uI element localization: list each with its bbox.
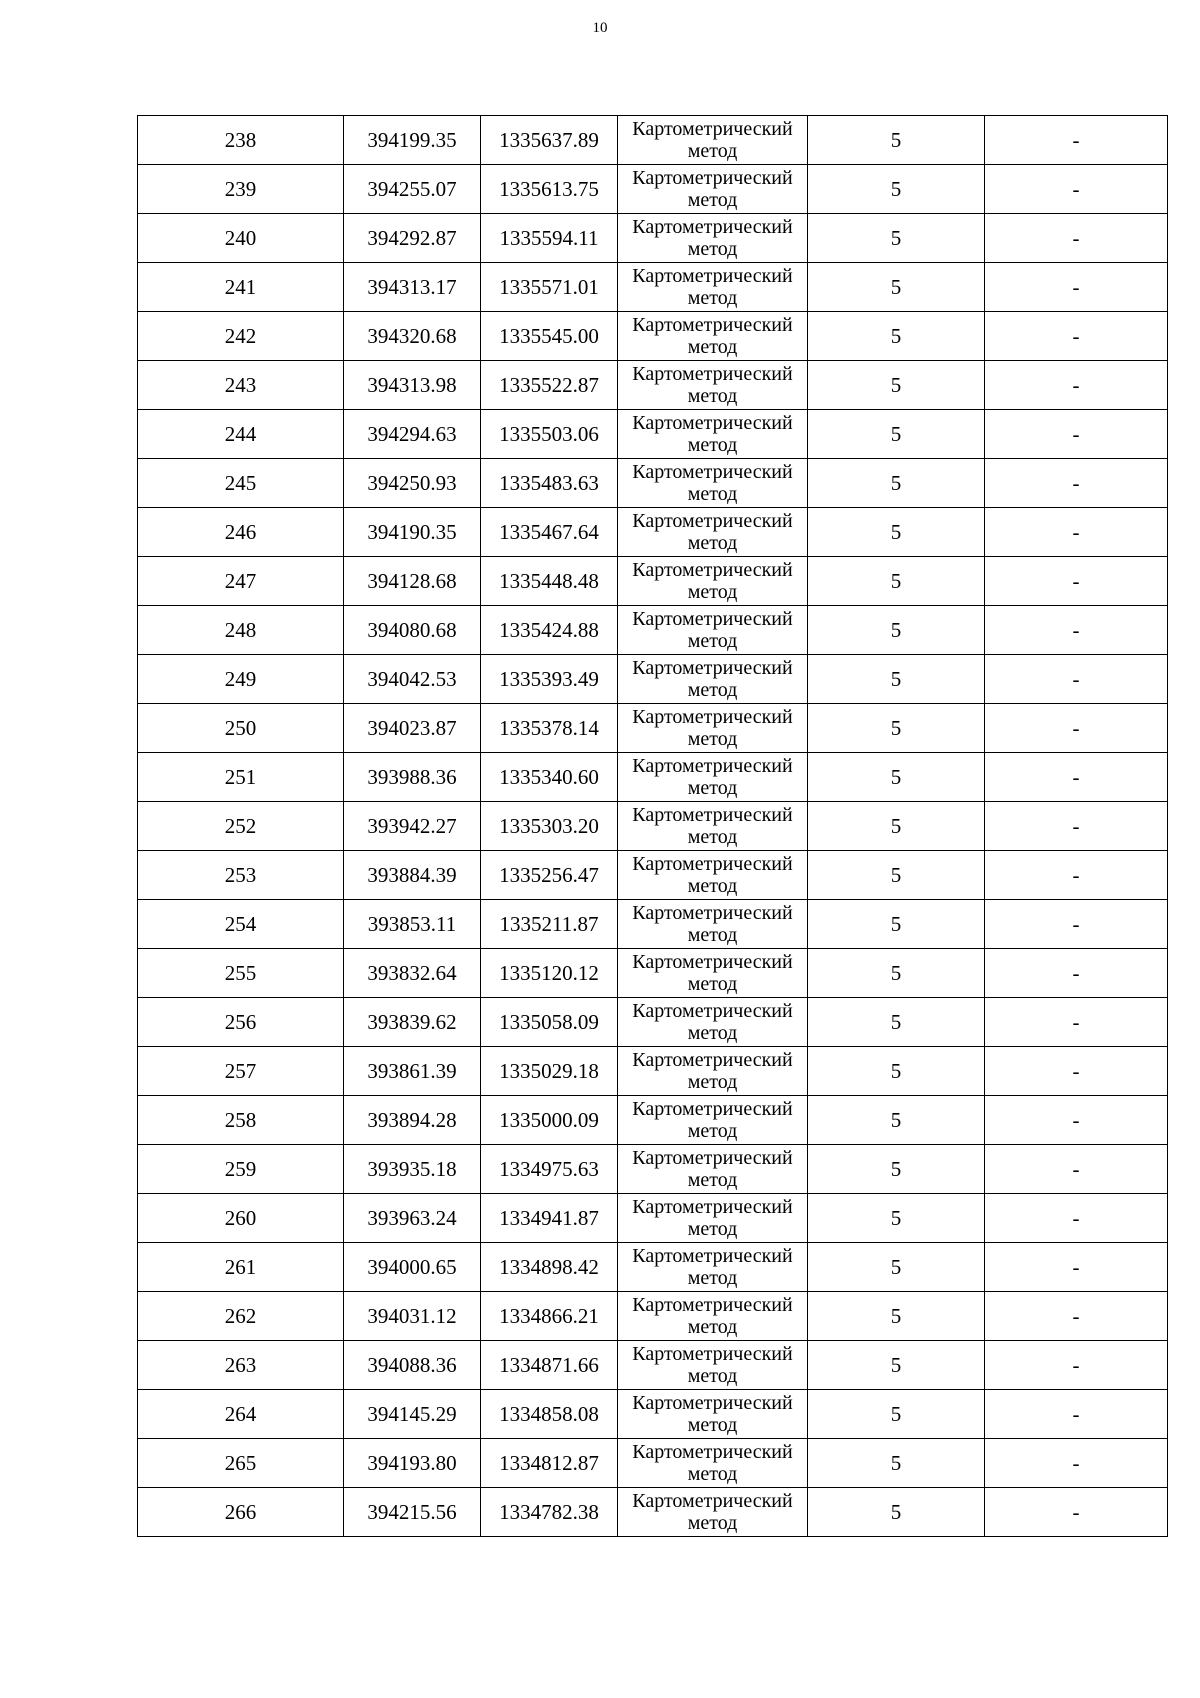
table-row [138,1243,1168,1292]
table-row [138,704,1168,753]
y-coordinate-cell: 1335303.20 [481,802,618,851]
point-number-cell: 262 [138,1292,344,1341]
coordinates-table [137,115,1168,1537]
y-coordinate-cell: 1335120.12 [481,949,618,998]
table-row [138,1194,1168,1243]
point-number-cell: 260 [138,1194,344,1243]
x-coordinate-cell: 394193.80 [344,1439,481,1488]
table-row [138,802,1168,851]
x-coordinate-cell: 393894.28 [344,1096,481,1145]
x-coordinate-cell: 394250.93 [344,459,481,508]
x-coordinate-cell: 393935.18 [344,1145,481,1194]
table-row [138,1439,1168,1488]
point-number-cell: 257 [138,1047,344,1096]
table-row [138,655,1168,704]
point-number-cell: 266 [138,1488,344,1537]
accuracy-cell: 5 [808,1145,985,1194]
point-number-cell: 250 [138,704,344,753]
point-number-cell: 263 [138,1341,344,1390]
y-coordinate-cell: 1335029.18 [481,1047,618,1096]
x-coordinate-cell: 394292.87 [344,214,481,263]
y-coordinate-cell: 1335211.87 [481,900,618,949]
y-coordinate-cell: 1335522.87 [481,361,618,410]
table-row [138,116,1168,165]
x-coordinate-cell: 393861.39 [344,1047,481,1096]
y-coordinate-cell: 1335571.01 [481,263,618,312]
method-cell: Картометрический метод [618,410,808,459]
y-coordinate-cell: 1335483.63 [481,459,618,508]
x-coordinate-cell: 394023.87 [344,704,481,753]
accuracy-cell: 5 [808,214,985,263]
point-number-cell: 249 [138,655,344,704]
y-coordinate-cell: 1335594.11 [481,214,618,263]
accuracy-cell: 5 [808,1390,985,1439]
y-coordinate-cell: 1335545.00 [481,312,618,361]
x-coordinate-cell: 394000.65 [344,1243,481,1292]
x-coordinate-cell: 394145.29 [344,1390,481,1439]
note-cell: - [985,557,1168,606]
y-coordinate-cell: 1335503.06 [481,410,618,459]
point-number-cell: 248 [138,606,344,655]
table-row [138,459,1168,508]
y-coordinate-cell: 1334975.63 [481,1145,618,1194]
table-row [138,998,1168,1047]
point-number-cell: 258 [138,1096,344,1145]
y-coordinate-cell: 1334898.42 [481,1243,618,1292]
note-cell: - [985,1390,1168,1439]
method-cell: Картометрический метод [618,1243,808,1292]
note-cell: - [985,116,1168,165]
accuracy-cell: 5 [808,508,985,557]
point-number-cell: 252 [138,802,344,851]
point-number-cell: 259 [138,1145,344,1194]
point-number-cell: 243 [138,361,344,410]
y-coordinate-cell: 1334941.87 [481,1194,618,1243]
table-row [138,753,1168,802]
point-number-cell: 261 [138,1243,344,1292]
x-coordinate-cell: 394031.12 [344,1292,481,1341]
accuracy-cell: 5 [808,1292,985,1341]
table-row [138,557,1168,606]
accuracy-cell: 5 [808,557,985,606]
note-cell: - [985,508,1168,557]
note-cell: - [985,704,1168,753]
method-cell: Картометрический метод [618,998,808,1047]
accuracy-cell: 5 [808,1488,985,1537]
x-coordinate-cell: 394215.56 [344,1488,481,1537]
note-cell: - [985,1047,1168,1096]
x-coordinate-cell: 394199.35 [344,116,481,165]
table-row [138,508,1168,557]
table-row [138,214,1168,263]
x-coordinate-cell: 393832.64 [344,949,481,998]
table-row [138,1047,1168,1096]
table-row [138,361,1168,410]
accuracy-cell: 5 [808,312,985,361]
point-number-cell: 240 [138,214,344,263]
x-coordinate-cell: 394294.63 [344,410,481,459]
x-coordinate-cell: 394313.98 [344,361,481,410]
note-cell: - [985,459,1168,508]
method-cell: Картометрический метод [618,1047,808,1096]
table-row [138,949,1168,998]
method-cell: Картометрический метод [618,1194,808,1243]
accuracy-cell: 5 [808,1341,985,1390]
point-number-cell: 246 [138,508,344,557]
x-coordinate-cell: 393942.27 [344,802,481,851]
accuracy-cell: 5 [808,802,985,851]
y-coordinate-cell: 1334871.66 [481,1341,618,1390]
accuracy-cell: 5 [808,704,985,753]
x-coordinate-cell: 394042.53 [344,655,481,704]
table-row [138,1488,1168,1537]
method-cell: Картометрический метод [618,361,808,410]
method-cell: Картометрический метод [618,116,808,165]
note-cell: - [985,1145,1168,1194]
table-row [138,606,1168,655]
point-number-cell: 254 [138,900,344,949]
note-cell: - [985,1243,1168,1292]
accuracy-cell: 5 [808,165,985,214]
note-cell: - [985,361,1168,410]
point-number-cell: 251 [138,753,344,802]
y-coordinate-cell: 1334858.08 [481,1390,618,1439]
method-cell: Картометрический метод [618,1488,808,1537]
note-cell: - [985,263,1168,312]
table-row [138,165,1168,214]
table-row [138,312,1168,361]
accuracy-cell: 5 [808,1194,985,1243]
accuracy-cell: 5 [808,1243,985,1292]
point-number-cell: 265 [138,1439,344,1488]
note-cell: - [985,606,1168,655]
point-number-cell: 255 [138,949,344,998]
x-coordinate-cell: 393963.24 [344,1194,481,1243]
point-number-cell: 253 [138,851,344,900]
note-cell: - [985,900,1168,949]
y-coordinate-cell: 1335467.64 [481,508,618,557]
accuracy-cell: 5 [808,851,985,900]
accuracy-cell: 5 [808,263,985,312]
method-cell: Картометрический метод [618,1292,808,1341]
method-cell: Картометрический метод [618,802,808,851]
method-cell: Картометрический метод [618,1390,808,1439]
y-coordinate-cell: 1335448.48 [481,557,618,606]
accuracy-cell: 5 [808,1096,985,1145]
point-number-cell: 245 [138,459,344,508]
note-cell: - [985,214,1168,263]
accuracy-cell: 5 [808,410,985,459]
y-coordinate-cell: 1335340.60 [481,753,618,802]
method-cell: Картометрический метод [618,900,808,949]
point-number-cell: 239 [138,165,344,214]
table-row [138,1390,1168,1439]
method-cell: Картометрический метод [618,214,808,263]
note-cell: - [985,949,1168,998]
method-cell: Картометрический метод [618,263,808,312]
method-cell: Картометрический метод [618,1096,808,1145]
accuracy-cell: 5 [808,900,985,949]
y-coordinate-cell: 1335393.49 [481,655,618,704]
method-cell: Картометрический метод [618,949,808,998]
accuracy-cell: 5 [808,116,985,165]
accuracy-cell: 5 [808,1047,985,1096]
y-coordinate-cell: 1334866.21 [481,1292,618,1341]
note-cell: - [985,410,1168,459]
x-coordinate-cell: 393839.62 [344,998,481,1047]
accuracy-cell: 5 [808,655,985,704]
accuracy-cell: 5 [808,998,985,1047]
note-cell: - [985,1439,1168,1488]
y-coordinate-cell: 1335256.47 [481,851,618,900]
method-cell: Картометрический метод [618,312,808,361]
method-cell: Картометрический метод [618,655,808,704]
page-number: 10 [592,20,608,36]
method-cell: Картометрический метод [618,1439,808,1488]
x-coordinate-cell: 393988.36 [344,753,481,802]
x-coordinate-cell: 394313.17 [344,263,481,312]
note-cell: - [985,1341,1168,1390]
y-coordinate-cell: 1334812.87 [481,1439,618,1488]
method-cell: Картометрический метод [618,459,808,508]
note-cell: - [985,802,1168,851]
method-cell: Картометрический метод [618,557,808,606]
accuracy-cell: 5 [808,753,985,802]
x-coordinate-cell: 394128.68 [344,557,481,606]
accuracy-cell: 5 [808,606,985,655]
method-cell: Картометрический метод [618,508,808,557]
y-coordinate-cell: 1335000.09 [481,1096,618,1145]
table-row [138,263,1168,312]
table-row [138,1292,1168,1341]
table-row [138,410,1168,459]
note-cell: - [985,312,1168,361]
accuracy-cell: 5 [808,361,985,410]
method-cell: Картометрический метод [618,1145,808,1194]
coordinates-table-body [138,116,1168,1537]
y-coordinate-cell: 1335058.09 [481,998,618,1047]
x-coordinate-cell: 394088.36 [344,1341,481,1390]
method-cell: Картометрический метод [618,165,808,214]
x-coordinate-cell: 394320.68 [344,312,481,361]
note-cell: - [985,1488,1168,1537]
note-cell: - [985,753,1168,802]
method-cell: Картометрический метод [618,704,808,753]
y-coordinate-cell: 1335637.89 [481,116,618,165]
x-coordinate-cell: 394255.07 [344,165,481,214]
x-coordinate-cell: 394190.35 [344,508,481,557]
x-coordinate-cell: 394080.68 [344,606,481,655]
point-number-cell: 244 [138,410,344,459]
point-number-cell: 264 [138,1390,344,1439]
y-coordinate-cell: 1335424.88 [481,606,618,655]
method-cell: Картометрический метод [618,1341,808,1390]
y-coordinate-cell: 1334782.38 [481,1488,618,1537]
note-cell: - [985,1096,1168,1145]
method-cell: Картометрический метод [618,753,808,802]
note-cell: - [985,165,1168,214]
table-row [138,900,1168,949]
note-cell: - [985,1292,1168,1341]
point-number-cell: 241 [138,263,344,312]
x-coordinate-cell: 393884.39 [344,851,481,900]
point-number-cell: 238 [138,116,344,165]
point-number-cell: 247 [138,557,344,606]
x-coordinate-cell: 393853.11 [344,900,481,949]
accuracy-cell: 5 [808,459,985,508]
table-row [138,1096,1168,1145]
table-row [138,1145,1168,1194]
table-row [138,1341,1168,1390]
y-coordinate-cell: 1335378.14 [481,704,618,753]
point-number-cell: 256 [138,998,344,1047]
note-cell: - [985,1194,1168,1243]
point-number-cell: 242 [138,312,344,361]
note-cell: - [985,998,1168,1047]
table-row [138,851,1168,900]
note-cell: - [985,851,1168,900]
y-coordinate-cell: 1335613.75 [481,165,618,214]
accuracy-cell: 5 [808,949,985,998]
accuracy-cell: 5 [808,1439,985,1488]
method-cell: Картометрический метод [618,851,808,900]
note-cell: - [985,655,1168,704]
method-cell: Картометрический метод [618,606,808,655]
